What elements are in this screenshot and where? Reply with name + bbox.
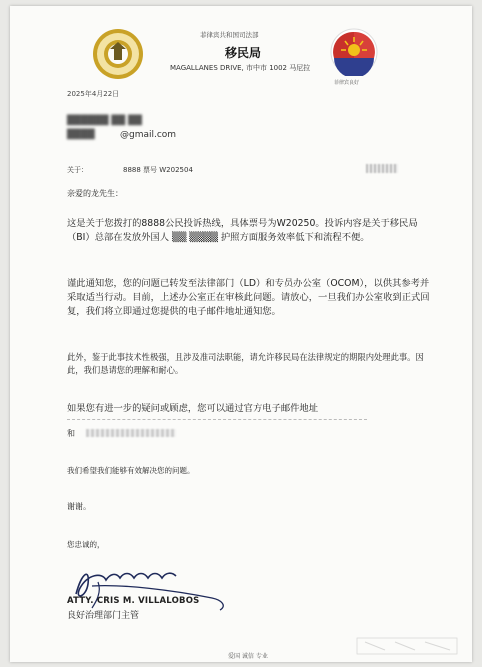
signatory-title: 良好治理部门主管 [67,611,140,621]
recipient-name-redacted: ██████ ██ ██ [67,116,142,126]
paragraph-complaint: 这是关于您拨打的8888公民投诉热线，具体票号为W20250。投诉内容是关于移民局（BI）总部在发放外国人 ▒▒ ▒▒▒▒ 护照方面服务效率低下和流程不便。 [67,218,418,243]
paragraph-patience: 此外，鉴于此事技术性极强，且涉及准司法职能，请允许移民局在法律规定的期限内处理此事。因此，我们恳请您的理解和耐心。 [67,352,424,375]
header-ministry: 菲律宾共和国司法部 [200,31,259,39]
letter-date: 2025年4月22日 [67,90,120,98]
thanks: 谢谢。 [67,502,91,511]
watermark-icon [355,634,460,658]
letter-page [10,6,472,662]
header-title: 移民局 [225,46,262,60]
signatory-name: ATTY. CRIS M. VILLALOBOS [67,596,200,606]
subject-value: 8888 票号 W202504 [123,166,193,174]
subject-label: 关于： [67,166,88,174]
and-redaction [86,429,176,437]
paragraph-contact: 如果您有进一步的疑问或顾虑，您可以通过官方电子邮件地址 [67,403,319,414]
subject-redaction [366,164,398,173]
paragraph-hope: 我们希望我们能够有效解决您的问题。 [67,466,195,475]
closing: 您忠诚的， [67,540,105,549]
recipient-email-domain: @gmail.com [120,130,177,140]
paragraph-forwarded: 谨此通知您，您的问题已转发至法律部门（LD）和专员办公室（OCOM），以供其参考并采取适当行动。目前，上述办公室正在审核此问题。请放心，一旦我们办公室收到正式回复，我们将立即通过您提供的电子邮件地址通知您。 [67,278,430,317]
doj-seal-icon [92,28,144,80]
header-address: MAGALLANES DRIVE, 市中市 1002 马尼拉 [170,64,311,72]
good-governance-seal-icon [330,28,378,76]
redacted-email-line [67,419,367,420]
right-seal-label: 菲律宾良好 [334,80,360,86]
greeting: 亲爱的龙先生： [67,189,123,198]
footer-motto: 爱国 诚信 专业 [228,653,268,660]
and-label: 和 [67,429,75,438]
recipient-email-redacted: ████ [67,130,95,140]
